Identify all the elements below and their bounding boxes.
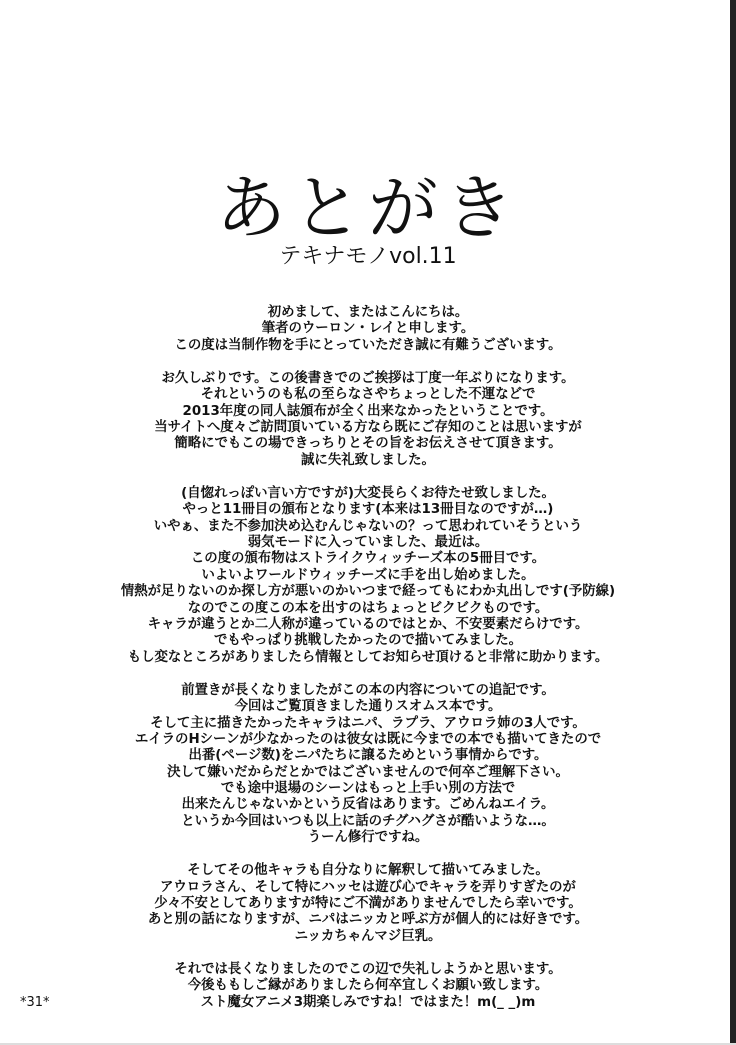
text-line: キャラが違うとか二人称が違っているのではとか、不安要素だらけです。	[147, 616, 589, 632]
text-line: 今回はご覧頂きました通りスオムス本です。	[234, 699, 502, 715]
text-line: お久しぶりです。この後書きでのご挨拶は丁度一年ぶりになります。	[161, 371, 575, 387]
text-line: 少々不安としてありますが特にご不満がありませんでしたら幸いです。	[154, 896, 582, 911]
text-line: そしてその他キャラも自分なりに解釈して描いてみました。	[187, 863, 549, 879]
paragraph	[0, 371, 736, 469]
text-line: うーん修行ですね。	[307, 829, 429, 845]
text-line: 初めまして、またはこんにちは。	[267, 305, 469, 320]
text-line: 当サイトへ度々ご訪問頂いている方なら既にご存知のことは思いますが	[154, 420, 582, 436]
text-line: スト魔女アニメ3期楽しみですね！ではまた！m(_ _)m	[200, 994, 536, 1010]
text-line: いよいよワールドウィッチーズに手を出し始めました。	[201, 567, 535, 583]
text-line: この度は当制作物を手にとっていただき誠に有難うございます。	[174, 337, 562, 353]
text-line: 簡略にでもこの場できっちりとその旨をお伝えさせて頂きます。	[174, 436, 562, 452]
text-line: あと別の話になりますが、ニパはニッカと呼ぶ方が個人的には好きです。	[147, 912, 589, 928]
text-line: ニッカちゃんマジ巨乳。	[294, 928, 442, 944]
text-line: エイラのHシーンが少なかったのは彼女は既に今までの本でも描いてきたので	[134, 731, 602, 747]
text-line: 今後ももしご縁がありましたら何卒宜しくお願い致します。	[187, 978, 549, 994]
text-line: でも途中退場のシーンはもっと上手い別の方法で	[220, 780, 516, 796]
text-line: 出来たんじゃないかという反省はあります。ごめんねエイラ。	[181, 797, 555, 813]
paragraph	[0, 683, 736, 846]
text-line: 情熱が足りないのか探し方が悪いのかいつまで経ってもにわか丸出しです(予防線)	[120, 584, 616, 600]
text-line: 前置きが長くなりましたがこの本の内容についての追記です。	[181, 682, 555, 698]
page-number: *31*	[20, 995, 50, 1010]
text-line: でもやっぱり挑戦したかったので描いてみました。	[214, 633, 522, 649]
text-line: いやぁ、また不参加決め込むんじゃないの？って思われていそうという	[153, 518, 583, 534]
text-line: それでは長くなりましたのでこの辺で失礼しようかと思います。	[174, 962, 562, 978]
paragraph	[0, 962, 736, 1011]
text-line: アウロラさん、そして特にハッセは遊び心でキャラを弄りすぎたのが	[160, 879, 576, 895]
text-line: というか今回はいつも以上に話のチグハグさが酷いような…。	[181, 813, 555, 829]
text-line: (自惚れっぽい言い方ですが)大変長らくお待たせ致しました。	[181, 486, 555, 502]
paragraph	[0, 305, 736, 354]
text-line: 2013年度の同人誌頒布が全く出来なかったということです。	[182, 403, 554, 419]
text-line: そして主に描きたかったキャラはニパ、ラプラ、アウロラ姉の3人です。	[150, 715, 586, 731]
text-line: もし変なところがありましたら情報としてお知らせ頂けると非常に助かります。	[127, 649, 609, 665]
page-subtitle: テキナモノvol.11	[279, 244, 457, 269]
text-line: なのでこの度この本を出すのはちょっとビクビクものです。	[187, 600, 549, 616]
page-title: あとがき	[216, 167, 520, 249]
text-line: 決して嫌いだからだとかではございませんので何卒ご理解下さい。	[167, 764, 569, 780]
text-line: 誠に失礼致しました。	[301, 452, 435, 468]
text-line: この度の頒布物はストライクウィッチーズ本の5冊目です。	[190, 551, 546, 567]
paragraph	[0, 486, 736, 666]
text-line: 出番(ページ数)をニパたちに譲るためという事情からです。	[188, 748, 548, 764]
text-line: やっと11冊目の頒布となります(本来は13冊目なのですが…)	[182, 502, 554, 518]
text-line: 弱気モードに入っていました、最近は。	[247, 535, 489, 551]
paragraph	[0, 863, 736, 945]
text-line: 筆者のウーロン・レイと申します。	[261, 321, 475, 337]
text-line: それというのも私の至らなさやちょっとした不運などで	[200, 387, 536, 403]
afterword-body	[0, 305, 736, 1028]
